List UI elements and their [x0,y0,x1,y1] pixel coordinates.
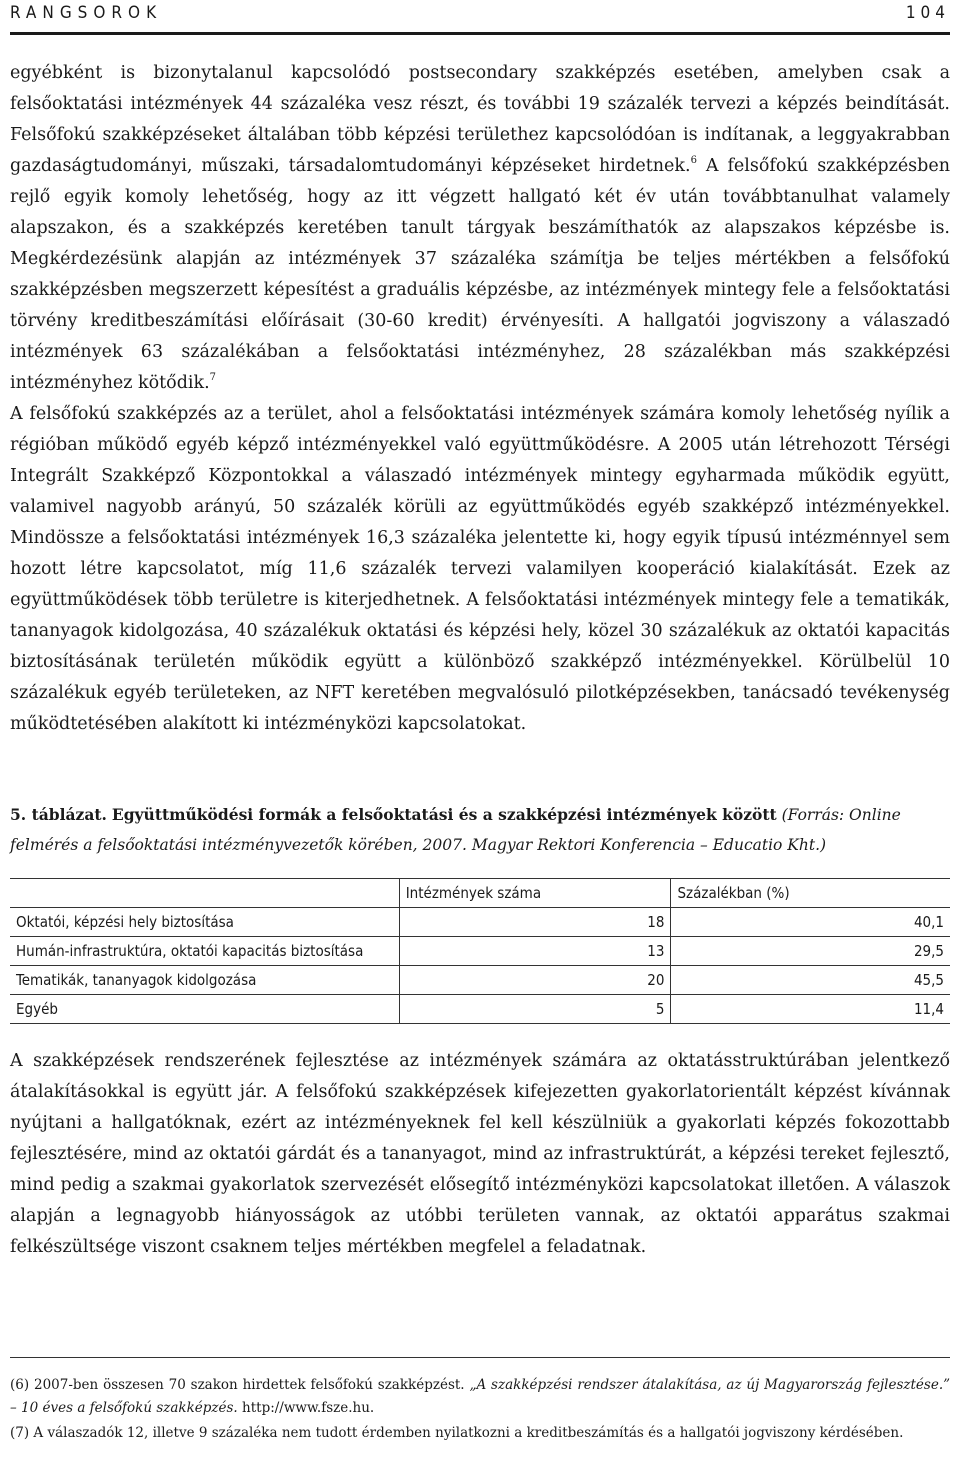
row-label: Tematikák, tananyagok kidolgozása [10,966,399,995]
table-title: Együttműködési formák a felsőoktatási és a szakképzési intézmények között [111,805,777,824]
footnote-link[interactable]: http://www.fsze.hu. [237,1400,375,1416]
footnote-ref-6[interactable]: 6 [690,155,697,166]
running-header [10,0,950,35]
row-label: Oktatói, képzési hely biztosítása [10,908,399,937]
footnote-marker: (6) [10,1377,30,1393]
body-text-bottom [10,1046,950,1263]
row-count: 18 [399,908,671,937]
footnotes [10,1374,950,1447]
table-row [10,966,950,995]
row-count: 5 [399,995,671,1024]
cooperation-table [10,878,950,1024]
paragraph-1: egyébként is bizonytalanul kapcsolódó postsecondary szakképzés esetében, amelyben csak a felsőoktatási intézmények 44 százaléka vesz részt, és további 19 százalék tervezi a képzés beindítását. Felsőfokú szakképzéseket általában több képzési területhez kapcsolódóan is indítanak, a leggyakrabban gazdaságtudományi, műszaki, társadalomtudományi képzéseket hirdetnek.$^6$ A felsőfokú szakképzésben rejlő egyik komoly lehetőség, hogy az itt végzett hallgató két év után továbbtanulhat valamely alapszakon, és a szakképzés keretében tanult tárgyak beszámíthatók az alapszakos képzésbe is. Megkérdezésünk alapján az intézmények 37 százaléka számítja be teljes mértékben a felsőfokú szakképzésben megszerzett képesítést a graduális képzésbe, az intézmények mintegy fele a felsőoktatási törvény kreditbeszámítási előírásait (30-60 kredit) érvényesíti. A hallgatói jogviszony a válaszadó intézmények 63 százalékában a felsőoktatási intézményhez, 28 százalékban más szakképzési intézményhez kötődik.$^7$ [10,63,950,393]
table-source: (Forrás: Online felmérés a felsőoktatási intézményvezetők körében, 2007. Magyar Rektori Konferencia – Educatio Kht.) [10,806,901,854]
row-label: Egyéb [10,995,399,1024]
row-count: 20 [399,966,671,995]
footnote-6: (6) 2007-ben összesen 70 szakon hirdettek felsőfokú szakképzést. „A szakképzési rendszer átalakítása, az új Magyarország fejlesztése.” – 10 éves a felsőfokú szakképzés. http://www.fsze.hu. [10,1377,951,1416]
table-number: 5. táblázat. [10,805,107,824]
table-row [10,908,950,937]
page-number: 104 [905,3,950,23]
header-cell-label [10,879,399,908]
footnote-marker: (7) [10,1425,30,1441]
paragraph-3: A szakképzések rendszerének fejlesztése az intézmények számára az oktatásstruktúrában jelentkező átalakításokkal is együtt jár. A felsőfokú szakképzések kifejezetten gyakorlatorientált képzést kívánnak nyújtani a hallgatóknak, ezért az intézményeknek fel kell készülniük a gyakorlati képzés fokozottabb fejlesztésére, mind az oktatói gárdát és a tananyagot, mind az infrastruktúrát, a képzési tereket fejlesztő, mind pedig a szakmai gyakorlatok szervezését elősegítő intézményközi kapcsolatokat illetően. A válaszok alapján a legnagyobb hiányosságok az utóbbi területen vannak, az oktatói apparátus szakmai felkészültsége viszont csaknem teljes mértékben megfelel a feladatnak. [10,1051,950,1257]
table-row [10,995,950,1024]
body-text-top [10,58,950,740]
row-percent: 11,4 [671,995,950,1024]
row-count: 13 [399,937,671,966]
row-percent: 45,5 [671,966,950,995]
paragraph-2: A felsőfokú szakképzés az a terület, ahol a felsőoktatási intézmények számára komoly lehetőség nyílik a régióban működő egyéb képző intézményekkel való együttműködésre. A 2005 után létrehozott Térségi Integrált Szakképző Központokkal a válaszadó intézmények mintegy egyharmada működik együtt, valamivel nagyobb arányú, 50 százalék körüli az együttműködés egyéb szakképző intézményekkel. Mindössze a felsőoktatási intézmények 16,3 százaléka jelentette ki, hogy egyik típusú intézménnyel sem hozott létre kapcsolatot, míg 11,6 százalék tervezi valamilyen kooperáció kialakítását. Ezek az együttműködések több területre is kiterjedhetnek. A felsőoktatási intézmények mintegy fele a tematikák, tananyagok kidolgozása, 40 százalékuk oktatási és képzési hely, közel 30 százalékuk az oktatói kapacitás biztosításának területén működik együtt a különböző szakképző intézményekkel. Körülbelül 10 százalékuk egyéb területeken, az NFT keretében megvalósuló pilotképzésekben, tanácsadó tevékenység működtetésében alakított ki intézményközi kapcsolatokat. [10,404,950,734]
footnote-divider [10,1357,950,1358]
table-caption [10,800,950,860]
footnote-ref-7[interactable]: 7 [209,372,217,383]
row-label: Humán-infrastruktúra, oktatói kapacitás biztosítása [10,937,399,966]
header-cell-percent: Százalékban (%) [671,879,950,908]
table-header-row [10,879,950,908]
footnote-7: (7) A válaszadók 12, illetve 9 százaléka nem tudott érdemben nyilatkozni a kreditbeszámítás és a hallgatói jogviszony kérdésében. [10,1425,904,1441]
row-percent: 40,1 [671,908,950,937]
header-cell-count: Intézmények száma [399,879,671,908]
table-row [10,937,950,966]
section-title: RANGSOROK [10,3,163,23]
row-percent: 29,5 [671,937,950,966]
